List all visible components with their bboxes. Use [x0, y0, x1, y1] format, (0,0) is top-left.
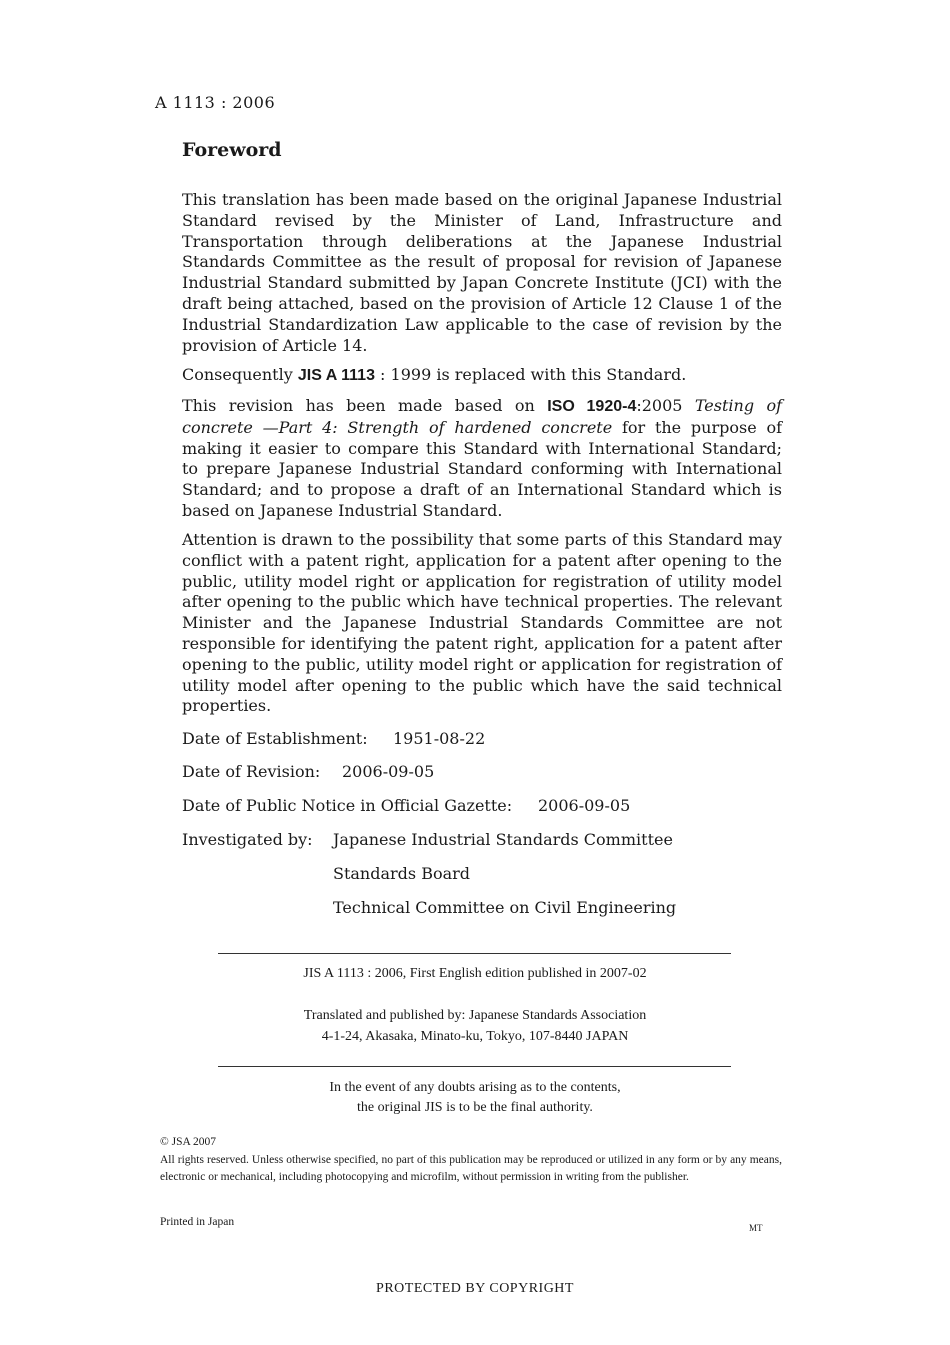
- date-establishment-row: [182, 729, 486, 748]
- date-revision-value: 2006-09-05: [342, 762, 435, 781]
- edition-line: JIS A 1113 : 2006, First English edition published in 2007-02: [303, 966, 647, 981]
- p3-text-mid: :2005: [636, 396, 695, 415]
- date-establishment-label: Date of Establishment:: [182, 729, 368, 748]
- foreword-paragraph-3: [182, 396, 782, 522]
- rights-statement: All rights reserved. Unless otherwise specified, no part of this publication may be reproduced or utilized in any form or by any means, electronic or mechanical, including photocopying and microfilm, without permission in writing from the publisher.: [160, 1154, 782, 1183]
- address-line: 4-1-24, Akasaka, Minato-ku, Tokyo, 107-8440 JAPAN: [321, 1029, 629, 1044]
- document-code: A 1113 : 2006: [155, 93, 276, 112]
- publisher-line: Translated and published by: Japanese Standards Association: [303, 1008, 647, 1023]
- printed-in: Printed in Japan: [160, 1216, 235, 1228]
- authority-line-2: the original JIS is to be the final authority.: [357, 1100, 593, 1115]
- foreword-paragraph-4: Attention is drawn to the possibility that some parts of this Standard may conflict with a patent right, application for a patent after opening to the public, utility model right or application for registration of utility model after opening to the public which have technical properties. The relevant Minister and the Japanese Industrial Standards Committee are not responsible for identifying the patent right, application for a patent after opening to the public, utility model right or application for registration of utility model after opening to the public which have the said technical properties.: [182, 530, 782, 716]
- date-notice-row: [182, 796, 631, 815]
- foreword-paragraph-2: [182, 365, 782, 387]
- date-establishment-value: 1951-08-22: [393, 729, 486, 748]
- p3-iso-ref: ISO 1920-4: [547, 398, 637, 415]
- investigated-line-3: Technical Committee on Civil Engineering: [333, 898, 677, 917]
- divider-bottom: [218, 1066, 731, 1067]
- date-notice-value: 2006-09-05: [538, 796, 631, 815]
- investigated-line-1: Japanese Industrial Standards Committee: [333, 830, 673, 849]
- investigated-line-2: Standards Board: [333, 864, 471, 883]
- protected-footer: PROTECTED BY COPYRIGHT: [376, 1281, 574, 1296]
- foreword-paragraph-1: This translation has been made based on the original Japanese Industrial Standard revised by the Minister of Land, Infrastructure and Transportation through deliberations at the Japanese Industrial Standards Committee as the result of proposal for revision of Japanese Industrial Standard submitted by Japan Concrete Institute (JCI) with the draft being attached, based on the provision of Article 12 Clause 1 of the Industrial Standardization Law applicable to the case of revision by the provision of Article 14.: [182, 190, 782, 355]
- authority-line-1: In the event of any doubts arising as to the contents,: [329, 1080, 621, 1095]
- p2-text-pre: Consequently: [182, 365, 298, 384]
- p2-jis-ref: JIS A 1113: [297, 367, 375, 384]
- date-revision-label: Date of Revision:: [182, 762, 321, 781]
- p3-iso-title: Testing of concrete —Part 4: Strength of hardened concrete: [182, 396, 783, 437]
- divider-top: [218, 953, 731, 954]
- date-revision-row: [182, 762, 435, 781]
- mt-mark: MT: [749, 1223, 763, 1233]
- p3-text-pre: This revision has been made based on: [182, 396, 548, 415]
- copyright-notice: © JSA 2007: [160, 1136, 217, 1148]
- foreword-title: Foreword: [182, 139, 282, 161]
- p3-text-post: for the purpose of making it easier to compare this Standard with International Standard; to prepare Japanese Industrial Standard conforming with International Standard; and to propose a draft of an International Standard which is based on Japanese Industrial Standard.: [182, 417, 782, 520]
- date-notice-label: Date of Public Notice in Official Gazette:: [182, 796, 513, 815]
- p2-text-post: : 1999 is replaced with this Standard.: [374, 365, 687, 384]
- investigated-label: Investigated by:: [182, 830, 313, 849]
